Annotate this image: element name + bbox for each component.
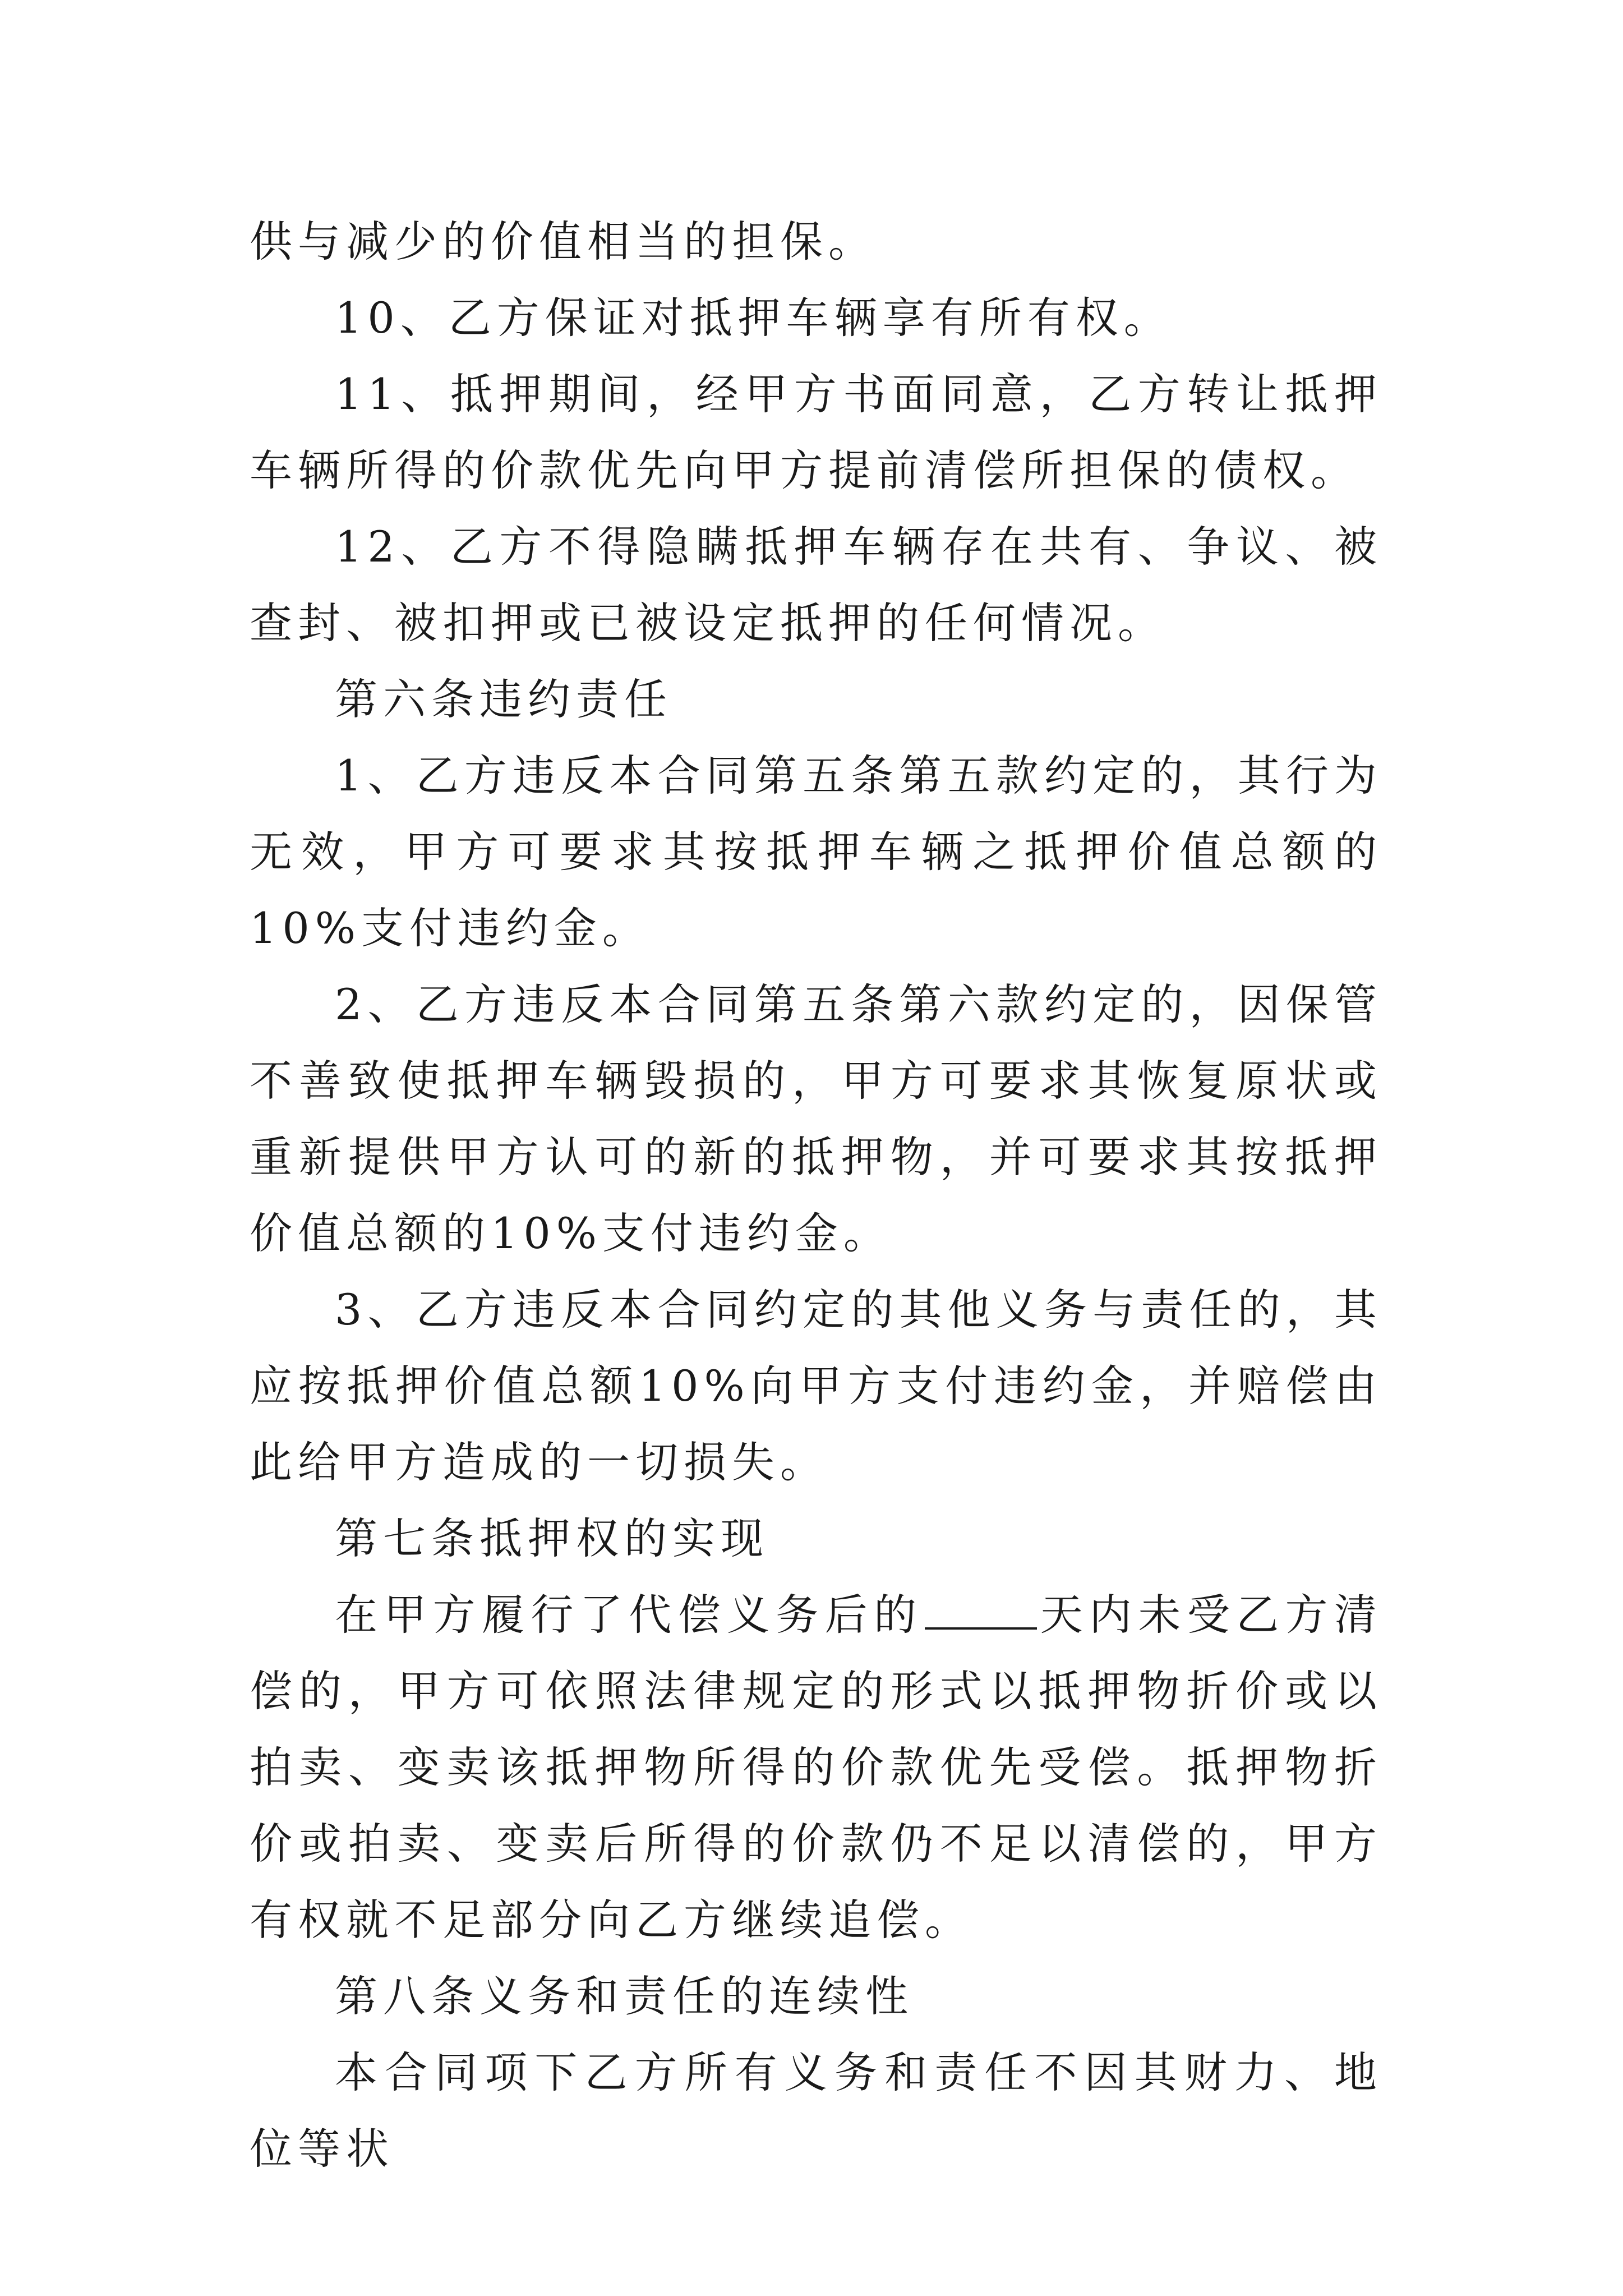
- days-blank-field: [925, 1627, 1037, 1630]
- clause-12: 12、乙方不得隐瞒抵押车辆存在共有、争议、被查封、被扣押或已被设定抵押的任何情况。: [250, 522, 1382, 648]
- article-7-heading: 第七条抵押权的实现: [335, 1513, 769, 1563]
- article-6-item-1: 1、乙方违反本合同第五条第五款约定的，其行为无效，甲方可要求其按抵押车辆之抵押价值总额的10%支付违约金。: [250, 751, 1382, 953]
- article-6-heading: 第六条违约责任: [335, 674, 672, 724]
- clause-11: 11、抵押期间，经甲方书面同意，乙方转让抵押车辆所得的价款优先向甲方提前清偿所担保的债权。: [250, 369, 1382, 495]
- article-7-paragraph: [250, 1577, 1382, 1958]
- document-body: [250, 204, 1382, 2187]
- article-8-heading: 第八条义务和责任的连续性: [335, 1971, 914, 2021]
- article-8-paragraph: 本合同项下乙方所有义务和责任不因其财力、地位等状: [250, 2047, 1382, 2174]
- article-7-text-before-blank: 在甲方履行了代偿义务后的: [335, 1590, 923, 1640]
- article-6-item-3: 3、乙方违反本合同约定的其他义务与责任的，其应按抵押价值总额10%向甲方支付违约金，并赔偿由此给甲方造成的一切损失。: [250, 1285, 1382, 1487]
- clause-10: 10、乙方保证对抵押车辆享有所有权。: [335, 293, 1172, 343]
- article-7-text-after-blank: 天内未受乙方清偿的，甲方可依照法律规定的形式以抵押物折价或以拍卖、变卖该抵押物所得的价款优先受偿。抵押物折价或拍卖、变卖后所得的价款仍不足以清偿的，甲方有权就不足部分向乙方继续追偿。: [250, 1590, 1383, 1945]
- article-6-item-2: 2、乙方违反本合同第五条第六款约定的，因保管不善致使抵押车辆毁损的，甲方可要求其恢复原状或重新提供甲方认可的新的抵押物，并可要求其按抵押价值总额的10%支付违约金。: [250, 979, 1382, 1258]
- paragraph-continuation: 供与减少的价值相当的担保。: [250, 217, 877, 266]
